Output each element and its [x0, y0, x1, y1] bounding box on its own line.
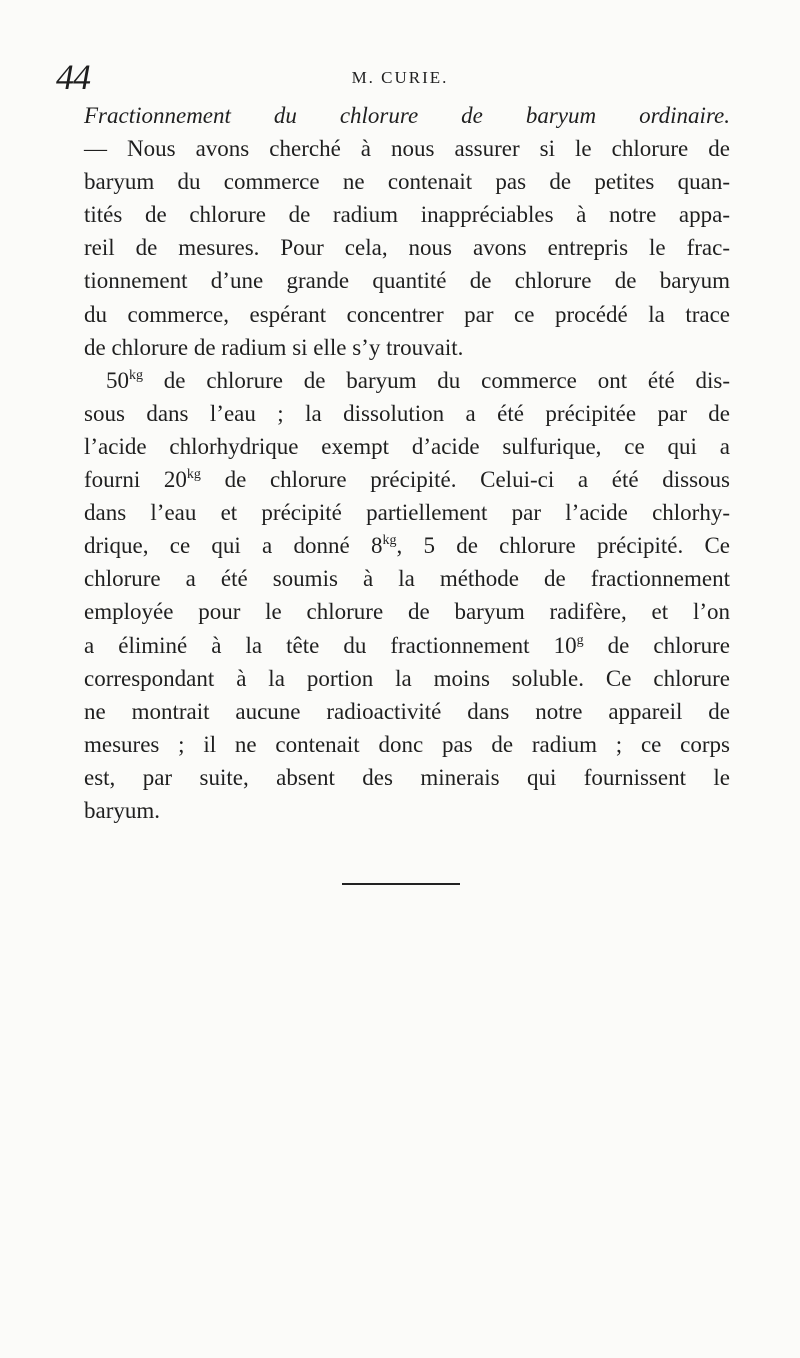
- text-line: chlorure a été soumis à la méthode de fractionnement: [84, 566, 730, 592]
- text-line: dans l’eau et précipité partiellement par l’acide chlorhy-: [84, 500, 730, 526]
- text-line: du commerce, espérant concentrer par ce procédé la trace: [84, 301, 730, 327]
- text-line: sous dans l’eau ; la dissolution a été précipitée par de: [84, 400, 730, 426]
- text-line: employée pour le chlorure de baryum radifère, et l’on: [84, 599, 730, 625]
- unit-superscript: kg: [186, 467, 201, 483]
- unit-superscript: kg: [382, 533, 397, 549]
- running-head: M. CURIE.: [351, 68, 449, 87]
- text-line: — Nous avons cherché à nous assurer si le chlorure de: [84, 136, 730, 162]
- text-line: mesures ; il ne contenait donc pas de radium ; ce corps: [84, 731, 730, 757]
- text-line: drique, ce qui a donné $8^{kg}$, 5 de chlorure précipité. Ce: [84, 533, 731, 559]
- text-line: reil de mesures. Pour cela, nous avons entrepris le frac-: [84, 235, 730, 261]
- text-line: l’acide chlorhydrique exempt d’acide sulfurique, ce qui a: [84, 433, 730, 459]
- body-text: [84, 99, 730, 827]
- unit-superscript: g: [576, 632, 584, 648]
- text-line: tités de chlorure de radium inappréciables à notre appa-: [84, 202, 730, 228]
- text-line: tionnement d’une grande quantité de chlorure de baryum: [84, 268, 730, 294]
- section-divider: [342, 883, 460, 885]
- text-line: est, par suite, absent des minerais qui fournissent le: [84, 764, 730, 790]
- text-line: $50^{kg}$ de chlorure de baryum du commerce ont été dis-: [106, 367, 730, 393]
- text-line: ne montrait aucune radioactivité dans notre appareil de: [84, 698, 730, 724]
- text-line: correspondant à la portion la moins soluble. Ce chlorure: [84, 665, 730, 691]
- quantity-value: 10: [553, 632, 577, 658]
- text-line: a éliminé à la tête du fractionnement 10$^g$ de chlorure: [84, 632, 730, 658]
- quantity-value: 20: [163, 467, 187, 493]
- text-line: de chlorure de radium si elle s’y trouvait.: [84, 334, 464, 360]
- quantity-value: 8: [370, 533, 383, 559]
- page-number: 44: [56, 57, 90, 97]
- text-line: baryum du commerce ne contenait pas de petites quan-: [84, 169, 730, 195]
- unit-superscript: kg: [129, 367, 143, 383]
- text-line: fourni $20^{kg}$ de chlorure précipité. Celui-ci a été dissous: [84, 467, 730, 493]
- text-line: baryum.: [84, 797, 161, 823]
- quantity-value: 50: [106, 367, 129, 393]
- section-title: Fractionnement du chlorure de baryum ordinaire.: [84, 103, 730, 128]
